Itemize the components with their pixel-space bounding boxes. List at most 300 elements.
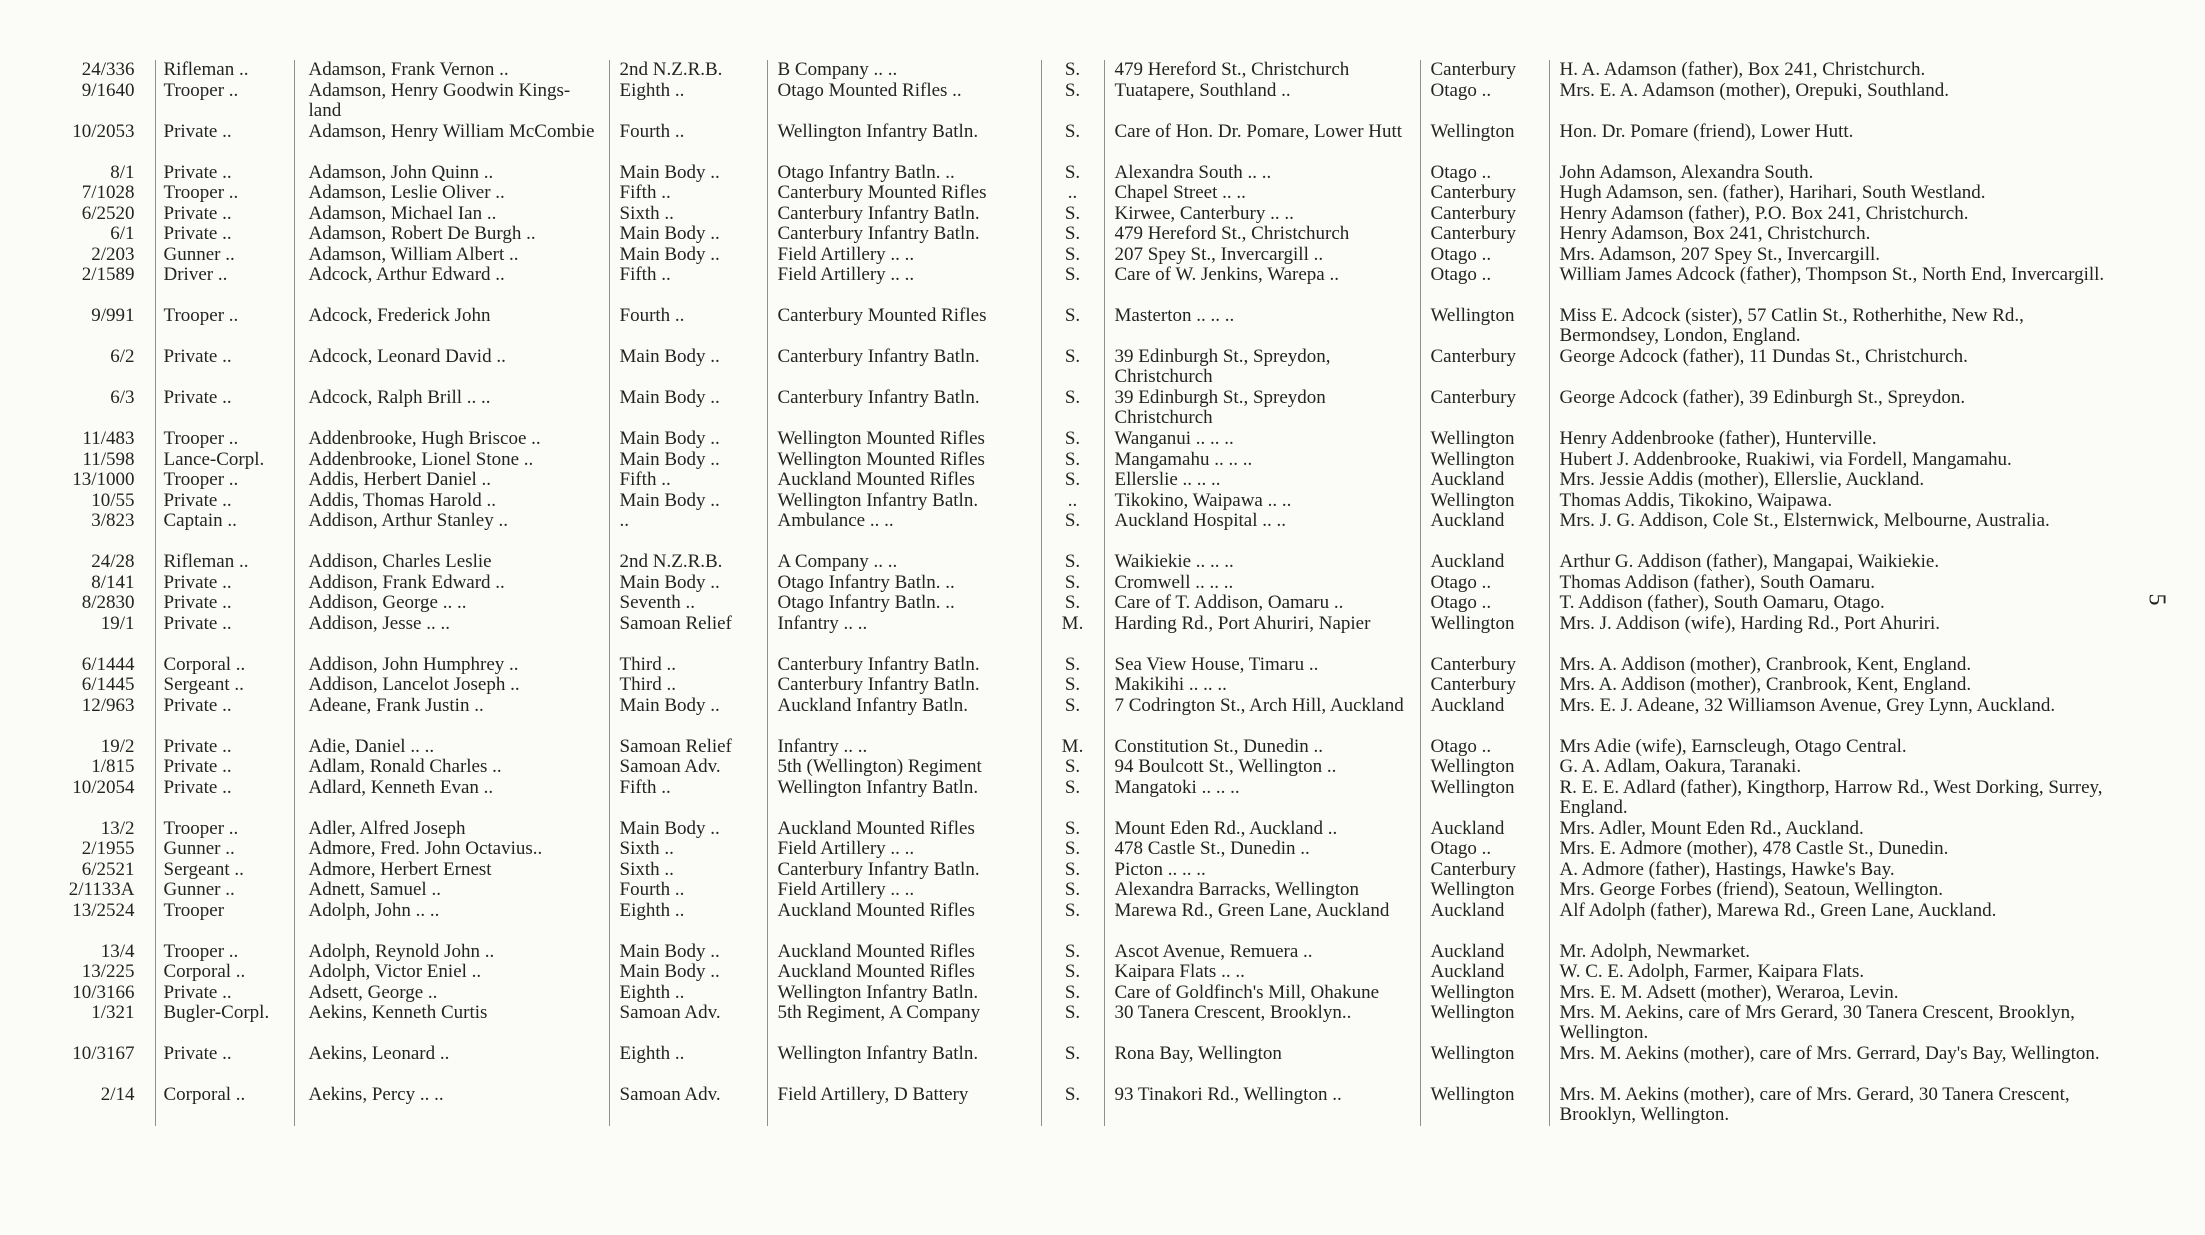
last-address-cell: Makikihi .. .. ..: [1104, 675, 1420, 696]
table-row: [54, 962, 2124, 983]
last-address-cell: 478 Castle St., Dunedin ..: [1104, 839, 1420, 860]
soldier-name-cell: Addison, John Humphrey ..: [294, 655, 609, 676]
district-cell: Wellington: [1420, 1044, 1549, 1085]
marital-status-cell: ..: [1041, 183, 1104, 204]
draft-cell: Samoan Adv.: [609, 1085, 767, 1126]
unit-cell: Canterbury Infantry Batln.: [767, 224, 1041, 245]
rank-cell: Private ..: [155, 573, 294, 594]
marital-status-cell: S.: [1041, 1003, 1104, 1044]
service-number-cell: 2/1133A: [68, 880, 135, 900]
draft-cell: Sixth ..: [609, 204, 767, 225]
next-of-kin-cell: George Adcock (father), 39 Edinburgh St., Spreydon.: [1549, 388, 2124, 429]
unit-cell: Canterbury Infantry Batln.: [767, 347, 1041, 388]
service-number-cell: 10/3167: [72, 1044, 135, 1064]
draft-cell: Fourth ..: [609, 880, 767, 901]
district-cell: Otago ..: [1420, 245, 1549, 266]
last-address-cell: 479 Hereford St., Christchurch: [1104, 60, 1420, 81]
table-row: [54, 757, 2124, 778]
district-cell: Otago ..: [1420, 163, 1549, 184]
soldier-name-cell: Adcock, Frederick John: [294, 306, 609, 347]
service-number-cell: 11/483: [82, 429, 135, 449]
next-of-kin-cell: Hubert J. Addenbrooke, Ruakiwi, via Fordell, Mangamahu.: [1549, 450, 2124, 471]
marital-status-cell: S.: [1041, 204, 1104, 225]
marital-status-cell: S.: [1041, 696, 1104, 737]
soldier-name-cell: Adolph, Victor Eniel ..: [294, 962, 609, 983]
district-cell: Otago ..: [1420, 81, 1549, 122]
marital-status-cell: S.: [1041, 757, 1104, 778]
next-of-kin-cell: Mrs. Jessie Addis (mother), Ellerslie, Auckland.: [1549, 470, 2124, 491]
table-row: [54, 450, 2124, 471]
district-cell: Auckland: [1420, 696, 1549, 737]
rank-cell: Private ..: [155, 122, 294, 163]
draft-cell: 2nd N.Z.R.B.: [609, 552, 767, 573]
next-of-kin-cell: Thomas Addison (father), South Oamaru.: [1549, 573, 2124, 594]
draft-cell: Samoan Adv.: [609, 757, 767, 778]
draft-cell: Main Body ..: [609, 491, 767, 512]
soldier-name-cell: Adamson, John Quinn ..: [294, 163, 609, 184]
district-cell: Auckland: [1420, 942, 1549, 963]
next-of-kin-cell: Henry Addenbrooke (father), Hunterville.: [1549, 429, 2124, 450]
table-row: [54, 491, 2124, 512]
district-cell: Wellington: [1420, 757, 1549, 778]
service-number-cell: 10/55: [91, 490, 135, 511]
unit-cell: Wellington Infantry Batln.: [767, 122, 1041, 163]
draft-cell: Seventh ..: [609, 593, 767, 614]
rank-cell: Trooper ..: [155, 429, 294, 450]
unit-cell: Auckland Mounted Rifles: [767, 962, 1041, 983]
soldier-name-cell: Addison, Frank Edward ..: [294, 573, 609, 594]
service-number-cell: 6/2521: [81, 859, 135, 880]
district-cell: Wellington: [1420, 122, 1549, 163]
last-address-cell: 479 Hereford St., Christchurch: [1104, 224, 1420, 245]
service-number-cell: 6/1: [110, 224, 135, 244]
unit-cell: A Company .. ..: [767, 552, 1041, 573]
marital-status-cell: S.: [1041, 347, 1104, 388]
last-address-cell: Alexandra Barracks, Wellington: [1104, 880, 1420, 901]
unit-cell: Otago Mounted Rifles ..: [767, 81, 1041, 122]
rank-cell: Private ..: [155, 737, 294, 758]
table-row: [54, 245, 2124, 266]
service-number-cell: 13/4: [100, 941, 135, 962]
last-address-cell: Wanganui .. .. ..: [1104, 429, 1420, 450]
unit-cell: Auckland Mounted Rifles: [767, 819, 1041, 840]
unit-cell: 5th Regiment, A Company: [767, 1003, 1041, 1044]
marital-status-cell: S.: [1041, 573, 1104, 594]
table-row: [54, 470, 2124, 491]
last-address-cell: Cromwell .. .. ..: [1104, 573, 1420, 594]
service-number-cell: 24/336: [81, 60, 135, 80]
table-row: [54, 347, 2124, 388]
service-number-cell: 8/1: [110, 162, 135, 183]
last-address-cell: 39 Edinburgh St., Spreydon Christchurch: [1104, 388, 1420, 429]
page-number: 5: [2143, 593, 2170, 606]
unit-cell: Canterbury Infantry Batln.: [767, 388, 1041, 429]
service-number-cell: 6/2: [110, 347, 135, 367]
next-of-kin-cell: Arthur G. Addison (father), Mangapai, Waikiekie.: [1549, 552, 2124, 573]
marital-status-cell: S.: [1041, 655, 1104, 676]
district-cell: Wellington: [1420, 778, 1549, 819]
last-address-cell: Mount Eden Rd., Auckland ..: [1104, 819, 1420, 840]
marital-status-cell: S.: [1041, 983, 1104, 1004]
draft-cell: Main Body ..: [609, 163, 767, 184]
service-number-cell: 13/225: [81, 962, 135, 982]
unit-cell: Otago Infantry Batln. ..: [767, 573, 1041, 594]
marital-status-cell: S.: [1041, 306, 1104, 347]
district-cell: Canterbury: [1420, 655, 1549, 676]
marital-status-cell: S.: [1041, 860, 1104, 881]
table-row: [54, 122, 2124, 163]
soldier-name-cell: Addison, Arthur Stanley ..: [294, 511, 609, 552]
draft-cell: Main Body ..: [609, 245, 767, 266]
marital-status-cell: S.: [1041, 388, 1104, 429]
marital-status-cell: S.: [1041, 265, 1104, 306]
service-number-cell: 7/1028: [81, 183, 135, 203]
soldier-name-cell: Adcock, Ralph Brill .. ..: [294, 388, 609, 429]
last-address-cell: Rona Bay, Wellington: [1104, 1044, 1420, 1085]
unit-cell: Canterbury Infantry Batln.: [767, 860, 1041, 881]
last-address-cell: Care of W. Jenkins, Warepa ..: [1104, 265, 1420, 306]
unit-cell: Otago Infantry Batln. ..: [767, 593, 1041, 614]
unit-cell: Field Artillery .. ..: [767, 265, 1041, 306]
rank-cell: Driver ..: [155, 265, 294, 306]
marital-status-cell: S.: [1041, 962, 1104, 983]
rank-cell: Trooper ..: [155, 942, 294, 963]
table-row: [54, 163, 2124, 184]
service-number-cell: 12/963: [81, 695, 135, 716]
marital-status-cell: S.: [1041, 511, 1104, 552]
table-row: [54, 511, 2124, 552]
next-of-kin-cell: George Adcock (father), 11 Dundas St., Christchurch.: [1549, 347, 2124, 388]
service-number-cell: 13/2524: [72, 900, 135, 921]
unit-cell: Wellington Mounted Rifles: [767, 450, 1041, 471]
draft-cell: Eighth ..: [609, 81, 767, 122]
service-number-cell: 10/3166: [72, 982, 135, 1003]
next-of-kin-cell: Mrs. Adler, Mount Eden Rd., Auckland.: [1549, 819, 2124, 840]
draft-cell: Sixth ..: [609, 860, 767, 881]
district-cell: Wellington: [1420, 1003, 1549, 1044]
draft-cell: Fifth ..: [609, 265, 767, 306]
draft-cell: Main Body ..: [609, 962, 767, 983]
table-row: [54, 573, 2124, 594]
next-of-kin-cell: Thomas Addis, Tikokino, Waipawa.: [1549, 491, 2124, 512]
draft-cell: Main Body ..: [609, 819, 767, 840]
table-row: [54, 1085, 2124, 1126]
soldier-name-cell: Addis, Herbert Daniel ..: [294, 470, 609, 491]
soldier-name-cell: Adamson, Henry William McCombie: [294, 122, 609, 163]
roll-body: [54, 60, 2124, 1126]
service-number-cell: 2/203: [91, 244, 135, 265]
marital-status-cell: S.: [1041, 593, 1104, 614]
rank-cell: Private ..: [155, 491, 294, 512]
marital-status-cell: ..: [1041, 491, 1104, 512]
unit-cell: Canterbury Mounted Rifles: [767, 183, 1041, 204]
soldier-name-cell: Aekins, Leonard ..: [294, 1044, 609, 1085]
last-address-cell: Sea View House, Timaru ..: [1104, 655, 1420, 676]
last-address-cell: Care of T. Addison, Oamaru ..: [1104, 593, 1420, 614]
soldier-name-cell: Adamson, Frank Vernon ..: [294, 60, 609, 81]
unit-cell: Wellington Infantry Batln.: [767, 491, 1041, 512]
rank-cell: Corporal ..: [155, 1085, 294, 1126]
next-of-kin-cell: Mrs. M. Aekins (mother), care of Mrs. Gerard, 30 Tanera Crescent, Brooklyn, Wellington.: [1549, 1085, 2124, 1126]
table-row: [54, 552, 2124, 573]
unit-cell: 5th (Wellington) Regiment: [767, 757, 1041, 778]
district-cell: Canterbury: [1420, 860, 1549, 881]
soldier-name-cell: Adcock, Leonard David ..: [294, 347, 609, 388]
rank-cell: Private ..: [155, 347, 294, 388]
rank-cell: Bugler-Corpl.: [155, 1003, 294, 1044]
draft-cell: Main Body ..: [609, 942, 767, 963]
rank-cell: Private ..: [155, 778, 294, 819]
next-of-kin-cell: T. Addison (father), South Oamaru, Otago.: [1549, 593, 2124, 614]
service-number-cell: 10/2053: [72, 121, 135, 142]
unit-cell: Canterbury Infantry Batln.: [767, 655, 1041, 676]
next-of-kin-cell: Mrs. A. Addison (mother), Cranbrook, Kent, England.: [1549, 655, 2124, 676]
unit-cell: Ambulance .. ..: [767, 511, 1041, 552]
next-of-kin-cell: A. Admore (father), Hastings, Hawke's Bay.: [1549, 860, 2124, 881]
rank-cell: Private ..: [155, 593, 294, 614]
marital-status-cell: S.: [1041, 163, 1104, 184]
table-row: [54, 593, 2124, 614]
rank-cell: Trooper ..: [155, 183, 294, 204]
district-cell: Auckland: [1420, 819, 1549, 840]
district-cell: Canterbury: [1420, 183, 1549, 204]
table-row: [54, 675, 2124, 696]
soldier-name-cell: Addenbrooke, Lionel Stone ..: [294, 450, 609, 471]
rank-cell: Rifleman ..: [155, 60, 294, 81]
marital-status-cell: S.: [1041, 675, 1104, 696]
soldier-name-cell: Adeane, Frank Justin ..: [294, 696, 609, 737]
district-cell: Wellington: [1420, 880, 1549, 901]
unit-cell: Auckland Mounted Rifles: [767, 470, 1041, 491]
rank-cell: Private ..: [155, 614, 294, 655]
marital-status-cell: S.: [1041, 60, 1104, 81]
table-row: [54, 860, 2124, 881]
service-number-cell: 1/815: [91, 757, 135, 777]
rank-cell: Sergeant ..: [155, 675, 294, 696]
table-row: [54, 183, 2124, 204]
marital-status-cell: S.: [1041, 470, 1104, 491]
unit-cell: Wellington Infantry Batln.: [767, 983, 1041, 1004]
soldier-name-cell: Adamson, Henry Goodwin Kings-land: [294, 81, 609, 122]
rank-cell: Private ..: [155, 983, 294, 1004]
last-address-cell: Kaipara Flats .. ..: [1104, 962, 1420, 983]
table-row: [54, 306, 2124, 347]
table-row: [54, 942, 2124, 963]
service-number-cell: 3/823: [91, 511, 135, 531]
district-cell: Auckland: [1420, 511, 1549, 552]
service-number-cell: 9/1640: [81, 80, 135, 101]
service-number-cell: 8/2830: [81, 593, 135, 613]
last-address-cell: Masterton .. .. ..: [1104, 306, 1420, 347]
table-row: [54, 696, 2124, 737]
marital-status-cell: S.: [1041, 839, 1104, 860]
soldier-name-cell: Adlard, Kenneth Evan ..: [294, 778, 609, 819]
marital-status-cell: S.: [1041, 880, 1104, 901]
last-address-cell: 93 Tinakori Rd., Wellington ..: [1104, 1085, 1420, 1126]
next-of-kin-cell: Henry Adamson (father), P.O. Box 241, Christchurch.: [1549, 204, 2124, 225]
service-number-cell: 6/1444: [81, 654, 135, 675]
table-row: [54, 1003, 2124, 1044]
draft-cell: Eighth ..: [609, 1044, 767, 1085]
last-address-cell: Auckland Hospital .. ..: [1104, 511, 1420, 552]
marital-status-cell: S.: [1041, 224, 1104, 245]
district-cell: Otago ..: [1420, 265, 1549, 306]
draft-cell: ..: [609, 511, 767, 552]
rank-cell: Gunner ..: [155, 880, 294, 901]
rank-cell: Trooper: [155, 901, 294, 942]
unit-cell: Wellington Infantry Batln.: [767, 778, 1041, 819]
district-cell: Otago ..: [1420, 573, 1549, 594]
table-row: [54, 429, 2124, 450]
table-row: [54, 880, 2124, 901]
next-of-kin-cell: H. A. Adamson (father), Box 241, Christchurch.: [1549, 60, 2124, 81]
table-row: [54, 224, 2124, 245]
next-of-kin-cell: Mrs. J. G. Addison, Cole St., Elsternwick, Melbourne, Australia.: [1549, 511, 2124, 552]
soldier-name-cell: Adnett, Samuel ..: [294, 880, 609, 901]
marital-status-cell: S.: [1041, 450, 1104, 471]
next-of-kin-cell: Mrs. E. J. Adeane, 32 Williamson Avenue, Grey Lynn, Auckland.: [1549, 696, 2124, 737]
service-number-cell: 11/598: [82, 449, 135, 470]
district-cell: Otago ..: [1420, 593, 1549, 614]
district-cell: Wellington: [1420, 429, 1549, 450]
service-number-cell: 6/1445: [81, 675, 135, 695]
rank-cell: Rifleman ..: [155, 552, 294, 573]
draft-cell: Eighth ..: [609, 983, 767, 1004]
next-of-kin-cell: Miss E. Adcock (sister), 57 Catlin St., Rotherhithe, New Rd., Bermondsey, London, England.: [1549, 306, 2124, 347]
soldier-name-cell: Addenbrooke, Hugh Briscoe ..: [294, 429, 609, 450]
soldier-name-cell: Aekins, Kenneth Curtis: [294, 1003, 609, 1044]
service-number-cell: 2/1955: [81, 839, 135, 859]
rank-cell: Trooper ..: [155, 470, 294, 491]
draft-cell: Third ..: [609, 655, 767, 676]
service-number-cell: 10/2054: [72, 777, 135, 798]
service-number-cell: 8/141: [91, 572, 135, 593]
rank-cell: Corporal ..: [155, 962, 294, 983]
marital-status-cell: S.: [1041, 819, 1104, 840]
next-of-kin-cell: R. E. E. Adlard (father), Kingthorp, Harrow Rd., West Dorking, Surrey, England.: [1549, 778, 2124, 819]
district-cell: Canterbury: [1420, 347, 1549, 388]
rank-cell: Private ..: [155, 224, 294, 245]
next-of-kin-cell: Mrs. A. Addison (mother), Cranbrook, Kent, England.: [1549, 675, 2124, 696]
service-number-cell: 1/321: [91, 1003, 135, 1023]
soldier-name-cell: Addison, George .. ..: [294, 593, 609, 614]
district-cell: Wellington: [1420, 450, 1549, 471]
rank-cell: Gunner ..: [155, 245, 294, 266]
district-cell: Canterbury: [1420, 224, 1549, 245]
service-number-cell: 2/1589: [81, 265, 135, 285]
draft-cell: Fifth ..: [609, 470, 767, 491]
last-address-cell: 30 Tanera Crescent, Brooklyn..: [1104, 1003, 1420, 1044]
unit-cell: Field Artillery .. ..: [767, 839, 1041, 860]
district-cell: Auckland: [1420, 962, 1549, 983]
rank-cell: Private ..: [155, 388, 294, 429]
last-address-cell: 39 Edinburgh St., Spreydon, Christchurch: [1104, 347, 1420, 388]
soldier-name-cell: Adsett, George ..: [294, 983, 609, 1004]
soldier-name-cell: Adamson, Leslie Oliver ..: [294, 183, 609, 204]
soldier-name-cell: Adamson, Robert De Burgh ..: [294, 224, 609, 245]
unit-cell: Field Artillery, D Battery: [767, 1085, 1041, 1126]
unit-cell: Auckland Mounted Rifles: [767, 942, 1041, 963]
draft-cell: Main Body ..: [609, 573, 767, 594]
last-address-cell: Mangatoki .. .. ..: [1104, 778, 1420, 819]
draft-cell: Main Body ..: [609, 696, 767, 737]
draft-cell: Main Body ..: [609, 388, 767, 429]
table-row: [54, 388, 2124, 429]
marital-status-cell: S.: [1041, 778, 1104, 819]
soldier-name-cell: Addis, Thomas Harold ..: [294, 491, 609, 512]
soldier-name-cell: Addison, Charles Leslie: [294, 552, 609, 573]
table-row: [54, 737, 2124, 758]
service-number-cell: 6/2520: [81, 203, 135, 224]
rank-cell: Trooper ..: [155, 819, 294, 840]
service-number-cell: 6/3: [110, 388, 135, 408]
service-number-cell: 19/2: [100, 736, 135, 757]
nominal-roll-table: [54, 60, 2124, 1126]
district-cell: Canterbury: [1420, 60, 1549, 81]
marital-status-cell: S.: [1041, 245, 1104, 266]
rank-cell: Private ..: [155, 757, 294, 778]
unit-cell: Field Artillery .. ..: [767, 245, 1041, 266]
rank-cell: Private ..: [155, 163, 294, 184]
draft-cell: Fourth ..: [609, 306, 767, 347]
next-of-kin-cell: Hon. Dr. Pomare (friend), Lower Hutt.: [1549, 122, 2124, 163]
last-address-cell: Care of Goldfinch's Mill, Ohakune: [1104, 983, 1420, 1004]
unit-cell: Infantry .. ..: [767, 614, 1041, 655]
next-of-kin-cell: William James Adcock (father), Thompson St., North End, Invercargill.: [1549, 265, 2124, 306]
next-of-kin-cell: Mrs. E. Admore (mother), 478 Castle St., Dunedin.: [1549, 839, 2124, 860]
next-of-kin-cell: Mrs. E. A. Adamson (mother), Orepuki, Southland.: [1549, 81, 2124, 122]
draft-cell: Fourth ..: [609, 122, 767, 163]
draft-cell: Fifth ..: [609, 778, 767, 819]
soldier-name-cell: Adie, Daniel .. ..: [294, 737, 609, 758]
last-address-cell: Constitution St., Dunedin ..: [1104, 737, 1420, 758]
unit-cell: Auckland Mounted Rifles: [767, 901, 1041, 942]
soldier-name-cell: Addison, Lancelot Joseph ..: [294, 675, 609, 696]
last-address-cell: Care of Hon. Dr. Pomare, Lower Hutt: [1104, 122, 1420, 163]
next-of-kin-cell: Hugh Adamson, sen. (father), Harihari, South Westland.: [1549, 183, 2124, 204]
soldier-name-cell: Adcock, Arthur Edward ..: [294, 265, 609, 306]
soldier-name-cell: Adamson, Michael Ian ..: [294, 204, 609, 225]
soldier-name-cell: Admore, Herbert Ernest: [294, 860, 609, 881]
draft-cell: Samoan Relief: [609, 737, 767, 758]
next-of-kin-cell: Mrs. M. Aekins, care of Mrs Gerard, 30 Tanera Crescent, Brooklyn, Wellington.: [1549, 1003, 2124, 1044]
district-cell: Wellington: [1420, 306, 1549, 347]
soldier-name-cell: Addison, Jesse .. ..: [294, 614, 609, 655]
last-address-cell: Kirwee, Canterbury .. ..: [1104, 204, 1420, 225]
rank-cell: Trooper ..: [155, 81, 294, 122]
unit-cell: Otago Infantry Batln. ..: [767, 163, 1041, 184]
last-address-cell: 207 Spey St., Invercargill ..: [1104, 245, 1420, 266]
draft-cell: Eighth ..: [609, 901, 767, 942]
district-cell: Canterbury: [1420, 204, 1549, 225]
table-row: [54, 81, 2124, 122]
soldier-name-cell: Admore, Fred. John Octavius..: [294, 839, 609, 860]
unit-cell: Wellington Infantry Batln.: [767, 1044, 1041, 1085]
next-of-kin-cell: Mr. Adolph, Newmarket.: [1549, 942, 2124, 963]
district-cell: Otago ..: [1420, 737, 1549, 758]
draft-cell: Samoan Adv.: [609, 1003, 767, 1044]
unit-cell: Canterbury Infantry Batln.: [767, 675, 1041, 696]
rank-cell: Captain ..: [155, 511, 294, 552]
rank-cell: Corporal ..: [155, 655, 294, 676]
marital-status-cell: M.: [1041, 737, 1104, 758]
table-row: [54, 1044, 2124, 1085]
last-address-cell: Mangamahu .. .. ..: [1104, 450, 1420, 471]
next-of-kin-cell: Mrs. Adamson, 207 Spey St., Invercargill.: [1549, 245, 2124, 266]
last-address-cell: Harding Rd., Port Ahuriri, Napier: [1104, 614, 1420, 655]
unit-cell: Auckland Infantry Batln.: [767, 696, 1041, 737]
next-of-kin-cell: G. A. Adlam, Oakura, Taranaki.: [1549, 757, 2124, 778]
